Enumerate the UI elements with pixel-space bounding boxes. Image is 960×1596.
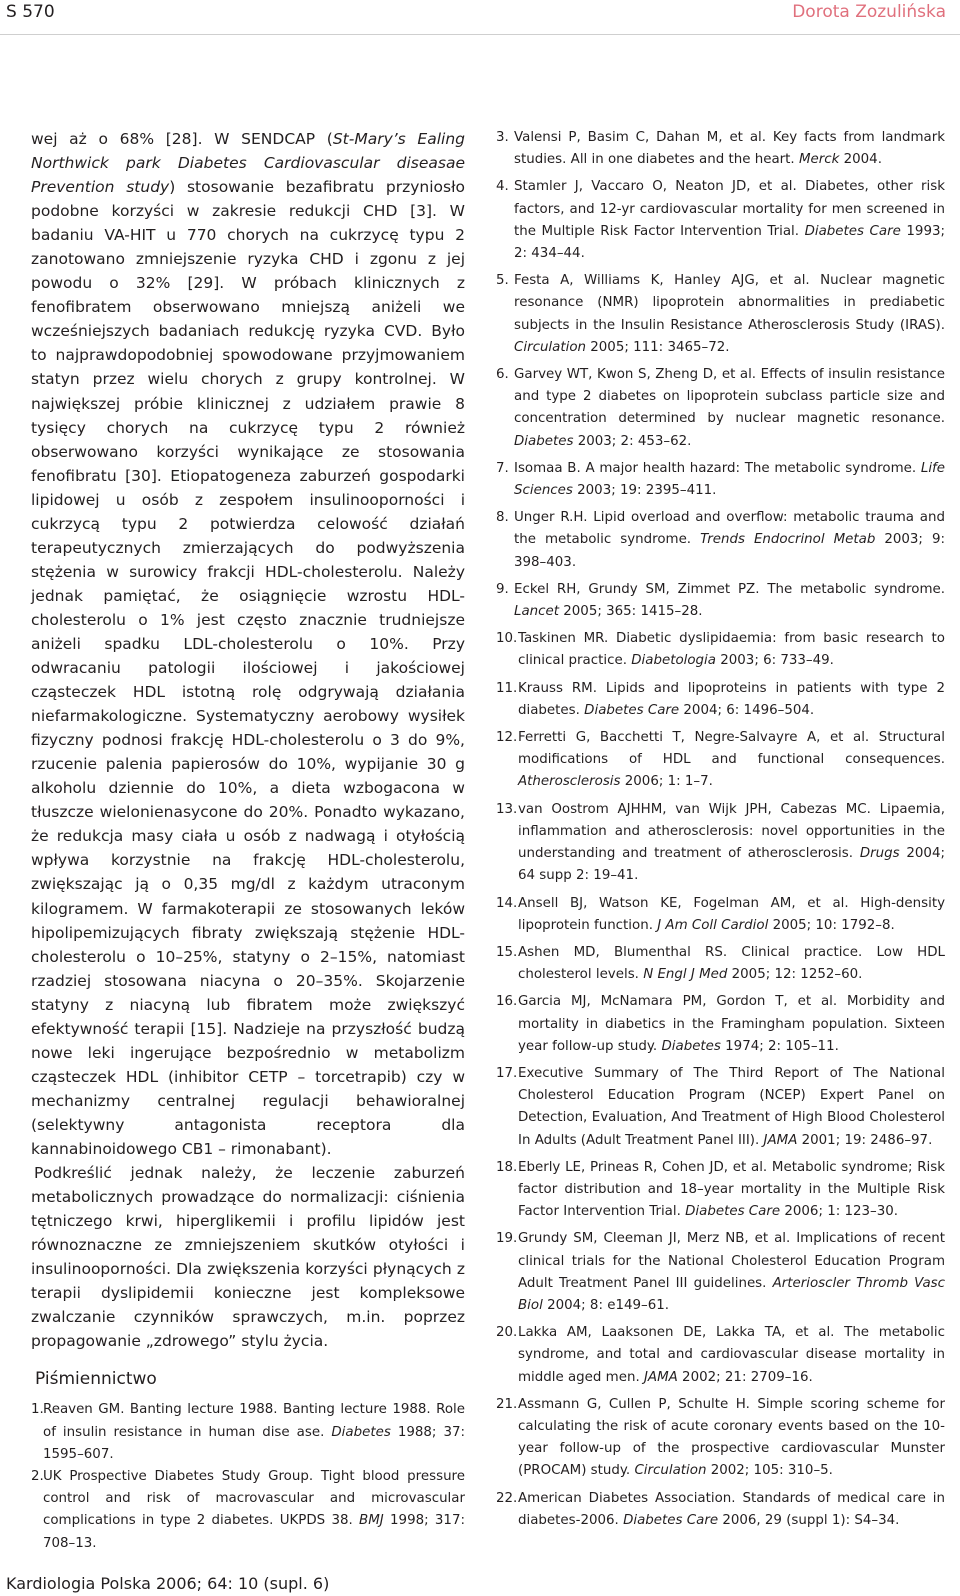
reference-item: 14. Ansell BJ, Watson KE, Fogelman AM, et al. High-density lipoprotein function. J Am Coll Cardiol 2005; 10: 1792–8. — [496, 893, 945, 937]
reference-number: 9. — [496, 581, 509, 597]
reference-list-left — [31, 1399, 465, 1554]
reference-number: 16. — [496, 994, 518, 1010]
italic-text: N Engl J Med — [643, 967, 728, 983]
italic-text: Circulation — [514, 339, 587, 355]
reference-item: 13. van Oostrom AJHHM, van Wijk JPH, Cabezas MC. Lipaemia, inflammation and atherosclerosis: novel opportunities in the understanding and treatment of atherosclerosis. Drugs 2004; 64 supp 2: 19–41. — [496, 799, 945, 888]
reference-item: 18. Eberly LE, Prineas R, Cohen JD, et al. Metabolic syndrome; Risk factor distribution and 18–year mortality in the Multiple Risk Factor Intervention Trial. Diabetes Care 2006; 1: 123–30. — [496, 1157, 945, 1224]
reference-number: 17. — [496, 1065, 518, 1081]
italic-text: Drugs — [859, 846, 900, 862]
italic-text: Circulation — [634, 1463, 707, 1479]
right-column — [496, 127, 945, 1537]
reference-item: 2. UK Prospective Diabetes Study Group. Tight blood pressure control and risk of macrovascular and microvascular complications in type 2 diabetes. UKPDS 38. BMJ 1998; 317: 708–13. — [31, 1466, 465, 1555]
running-header-author: Dorota Zozulińska — [792, 2, 946, 22]
reference-item: 11. Krauss RM. Lipids and lipoproteins in patients with type 2 diabetes. Diabetes Care 2004; 6: 1496–504. — [496, 678, 945, 722]
reference-item: 17. Executive Summary of The Third Report of The National Cholesterol Education Program (NCEP) Expert Panel on Detection, Evaluation, And Treatment of High Blood Cholesterol In Adults (Adult Treatment Panel III). JAMA 2001; 19: 2486–97. — [496, 1063, 945, 1152]
italic-text: Diabetologia — [631, 653, 716, 669]
reference-number: 6. — [496, 367, 509, 383]
reference-item: 21. Assmann G, Cullen P, Schulte H. Simple scoring scheme for calculating the risk of acute coronary events based on the 10-year follow-up of the prospective cardiovascular Munster (PROCAM) study. Circulation 2002; 105: 310–5. — [496, 1394, 945, 1483]
body-paragraph-1: wej aż o 68% [28]. W SENDCAP (St-Mary’s Ealing Northwick park Diabetes Cardiovascular diseasae Prevention study) stosowanie bezafibratu przyniosło podobne korzyści w zakresie redukcji CHD [3]. W badaniu VA-HIT u 770 chorych na cukrzycę typu 2 zanotowano zmniejszenie ryzyka CHD i zgonu z jej powodu o 32% [29]. W próbach klinicznych z fenofibratem obserwowano mniejszą aniżeli we wcześniejszych badaniach redukcję ryzyka CVD. Było to najprawdopodobniej spowodowane przyjmowaniem statyn przez wielu chorych z grupy kontrolnej. W największej próbie klinicznej z udziałem prawie 8 tysięcy chorych na cukrzycę typu 2 również obserwowano korzyści wynikające ze stosowania fenofibratu [30]. Etiopatogeneza zaburzeń gospodarki lipidowej u osób z zespołem insulinooporności i cukrzycą typu 2 potwierdza celowość działań terapeutycznych zmierzających do podwyższenia stężenia w surowicy frakcji HDL-cholesterolu. Należy jednak pamiętać, że osiągnięcie wzrostu HDL-cholesterolu o 1% jest często znacznie trudniejsze aniżeli spadku LDL-cholesterolu o 10%. Przy odwracaniu patologii ilościowej i jakościowej cząsteczek HDL istotną rolę odgrywają działania niefarmakologiczne. Systematyczny aerobowy wysiłek fizyczny podnosi frakcję HDL-cholesterolu o 3 do 9%, rzucenie palenia papierosów do 10%, wypijanie 30 g alkoholu dziennie do 10%, a dieta wzbogacona w tłuszcze wielonienasycone do 20%. Ponadto wykazano, że redukcja masy ciała u osób z nadwagą i otyłością wpływa korzystnie na frakcję HDL-cholesterolu, zwiększając ją o 0,35 mg/dl z każdym utraconym kilogramem. W farmakoterapii ze stosowanych leków hipolipemizujących fibraty zwiększają stężenie HDL-cholesterolu o 10–25%, statyny o 2–15%, natomiast rzadziej stosowana niacyna o 20–35%. Skojarzenie statyny z niacyną lub fibratem może zwiększyć efektywność terapii [15]. Nadzieje na przyszłość budzą nowe leki ingerujące bezpośrednio w metabolizm cząsteczek HDL (inhibitor CETP – torcetrapib) czy w mechanizmy centralnej regulacji behawioralnej (selektywny antagonista receptora dla kannabinoidowego CB1 – rimonabant). — [31, 130, 465, 1158]
journal-footer: Kardiologia Polska 2006; 64: 10 (supl. 6) — [6, 1574, 330, 1593]
reference-item: 6. Garvey WT, Kwon S, Zheng D, et al. Effects of insulin resistance and type 2 diabetes on lipoprotein subclass particle size and concentration determined by nuclear magnetic resonance. Diabetes 2003; 2: 453–62. — [496, 364, 945, 453]
reference-number: 1. — [31, 1402, 44, 1418]
reference-list-right — [496, 127, 945, 1532]
reference-item: 22. American Diabetes Association. Standards of medical care in diabetes-2006. Diabetes Care 2006, 29 (suppl 1): S4–34. — [496, 1488, 945, 1532]
reference-number: 18. — [496, 1159, 518, 1175]
reference-item: 10. Taskinen MR. Diabetic dyslipidaemia: from basic research to clinical practice. Diabetologia 2003; 6: 733–49. — [496, 628, 945, 672]
italic-text: Diabetes — [661, 1038, 721, 1054]
reference-item: 7. Isomaa B. A major health hazard: The metabolic syndrome. Life Sciences 2003; 19: 2395–411. — [496, 458, 945, 502]
reference-number: 10. — [496, 631, 518, 647]
reference-item: 8. Unger R.H. Lipid overload and overflow: metabolic trauma and the metabolic syndrome. Trends Endocrinol Metab 2003; 9: 398–403. — [496, 507, 945, 574]
reference-item: 1. Reaven GM. Banting lecture 1988. Banting lecture 1988. Role of insulin resistance in human dise ase. Diabetes 1988; 37: 1595–607. — [31, 1399, 465, 1466]
reference-number: 13. — [496, 801, 518, 817]
body-paragraph-2: Podkreślić jednak należy, że leczenie zaburzeń metabolicznych prowadzące do normalizacji: ciśnienia tętniczego krwi, hiperglikemii i profilu lipidów jest równoznaczne ze zmniejszeniem skutków otyłości i insulinooporności. Dla zwiększenia korzyści płynących z terapii dyslipidemii konieczne jest kompleksowe zwalczanie czynników sprawczych, m.in. poprzez propagowanie „zdrowego” stylu życia. — [31, 1164, 465, 1351]
italic-text: Diabetes — [514, 433, 574, 449]
italic-text: Diabetes Care — [685, 1204, 781, 1220]
italic-text: Diabetes Care — [804, 223, 901, 239]
reference-item: 12. Ferretti G, Bacchetti T, Negre-Salvayre A, et al. Structural modifications of HDL and functional consequences. Atherosclerosis 2006; 1: 1–7. — [496, 727, 945, 794]
reference-number: 14. — [496, 895, 518, 911]
reference-item: 16. Garcia MJ, McNamara PM, Gordon T, et al. Morbidity and mortality in diabetics in the Framingham population. Sixteen year follow-up study. Diabetes 1974; 2: 105–11. — [496, 991, 945, 1058]
reference-item: 15. Ashen MD, Blumenthal RS. Clinical practice. Low HDL cholesterol levels. N Engl J Med 2005; 12: 1252–60. — [496, 942, 945, 986]
italic-text: BMJ — [359, 1513, 384, 1529]
italic-text: Arterioscler Thromb Vasc Biol — [518, 1275, 945, 1313]
reference-number: 11. — [496, 680, 518, 696]
italic-text: Life Sciences — [514, 460, 945, 499]
reference-number: 22. — [496, 1490, 518, 1506]
reference-number: 8. — [496, 510, 509, 526]
italic-text: Merck — [798, 152, 840, 168]
italic-text: St-Mary’s Ealing Northwick park Diabetes Cardiovascular diseasae Prevention study — [31, 130, 465, 197]
left-column — [31, 127, 465, 1555]
reference-number: 12. — [496, 730, 518, 746]
header-rule — [0, 34, 960, 35]
reference-number: 19. — [496, 1231, 518, 1247]
reference-item: 9. Eckel RH, Grundy SM, Zimmet PZ. The metabolic syndrome. Lancet 2005; 365: 1415–28. — [496, 579, 945, 623]
reference-number: 5. — [496, 273, 509, 289]
italic-text: Trends Endocrinol Metab — [700, 532, 876, 548]
reference-item: 20. Lakka AM, Laaksonen DE, Lakka TA, et al. The metabolic syndrome, and total and cardiovascular disease mortality in middle aged men. JAMA 2002; 21: 2709–16. — [496, 1322, 945, 1389]
italic-text: JAMA — [763, 1132, 798, 1148]
italic-text: Diabetes Care — [623, 1512, 719, 1528]
references-heading: Piśmiennictwo — [35, 1369, 157, 1390]
reference-number: 20. — [496, 1325, 518, 1341]
italic-text: JAMA — [643, 1369, 678, 1385]
reference-number: 7. — [496, 460, 509, 476]
reference-item: 4. Stamler J, Vaccaro O, Neaton JD, et al. Diabetes, other risk factors, and 12-yr cardiovascular mortality for men screened in the Multiple Risk Factor Intervention Trial. Diabetes Care 1993; 2: 434–44. — [496, 176, 945, 265]
page-number: S 570 — [6, 2, 55, 22]
italic-text: Diabetes — [331, 1424, 391, 1440]
reference-number: 3. — [496, 130, 509, 145]
reference-item: 3. Valensi P, Basim C, Dahan M, et al. Key facts from landmark studies. All in one diabetes and the heart. Merck 2004. — [496, 127, 945, 171]
reference-item: 5. Festa A, Williams K, Hanley AJG, et al. Nuclear magnetic resonance (NMR) lipoprotein abnormalities in prediabetic subjects in the Insulin Resistance Atherosclerosis Study (IRAS). Circulation 2005; 111: 3465–72. — [496, 270, 945, 359]
reference-number: 21. — [496, 1396, 518, 1412]
italic-text: J Am Coll Cardiol — [657, 917, 769, 933]
italic-text: Diabetes Care — [584, 702, 680, 718]
italic-text: Lancet — [514, 604, 560, 620]
reference-number: 15. — [496, 944, 518, 960]
reference-number: 4. — [496, 179, 509, 195]
italic-text: Atherosclerosis — [518, 774, 621, 790]
reference-item: 19. Grundy SM, Cleeman JI, Merz NB, et al. Implications of recent clinical trials for the National Cholesterol Education Program Adult Treatment Panel III guidelines. Arterioscler Thromb Vasc Biol 2004; 8: e149–61. — [496, 1228, 945, 1317]
reference-number: 2. — [31, 1469, 44, 1484]
